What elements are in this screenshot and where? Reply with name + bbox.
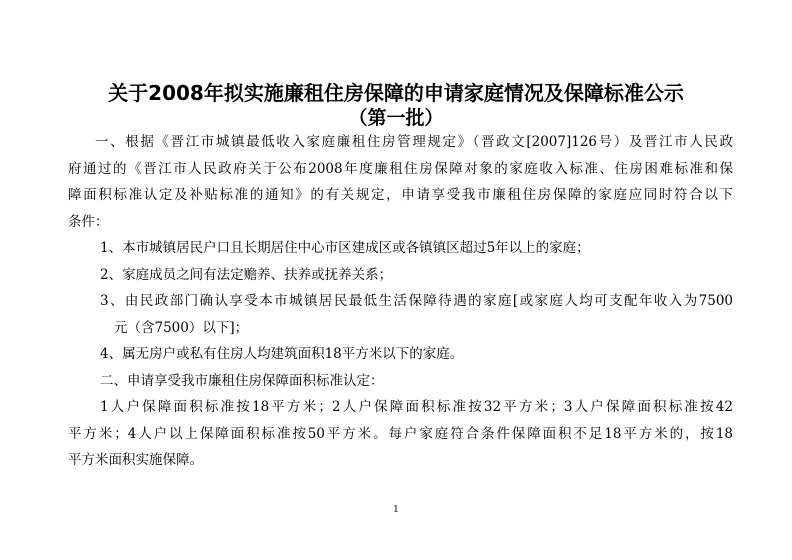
document-title: 关于2008年拟实施廉租住房保障的申请家庭情况及保障标准公示 [108,81,684,105]
paragraph-basis [68,129,733,235]
paragraph-line: 条件： [68,213,109,230]
paragraph-line: 平方米；4人户以上保障面积标准按50平方米。每户家庭符合条件保障面积不足18平方米的，按18 [68,425,733,442]
page-number: 1 [393,505,399,515]
conditions-list [100,235,733,394]
paragraph-line: 府通过的《晋江市人民政府关于公布2008年度廉租住房保障对象的家庭收入标准、住房困难标准和保 [68,160,733,177]
paragraph-area-standard [68,394,733,474]
section-heading-2: 二、申请享受我市廉租住房保障面积标准认定： [100,372,384,389]
condition-item-3-cont: 元（含7500）以下]； [114,319,249,336]
document-subtitle: （第一批） [348,107,444,129]
condition-item-4: 4、属无房户或私有住房人均建筑面积18平方米以下的家庭。 [100,346,464,362]
condition-item-1: 1、本市城镇居民户口且长期居住中心市区建成区或各镇镇区超过5年以上的家庭； [100,240,590,256]
paragraph-line: 平方米面积实施保障。 [68,452,203,468]
paragraph-line: 障面积标准认定及补贴标准的通知》的有关规定，申请享受我市廉租住房保障的家庭应同时符合以下 [68,187,733,203]
condition-item-3: 3、由民政部门确认享受本市城镇居民最低生活保障待遇的家庭[或家庭人均可支配年收入为7500 [100,293,733,309]
paragraph-line: 一、根据《晋江市城镇最低收入家庭廉租住房管理规定》（晋政文[2007]126号）及晋江市人民政 [95,134,733,150]
condition-item-2: 2、家庭成员之间有法定赡养、扶养或抚养关系； [100,266,393,283]
paragraph-line: 1人户保障面积标准按18平方米；2人户保障面积标准按32平方米；3人户保障面积标准按42 [100,399,733,415]
